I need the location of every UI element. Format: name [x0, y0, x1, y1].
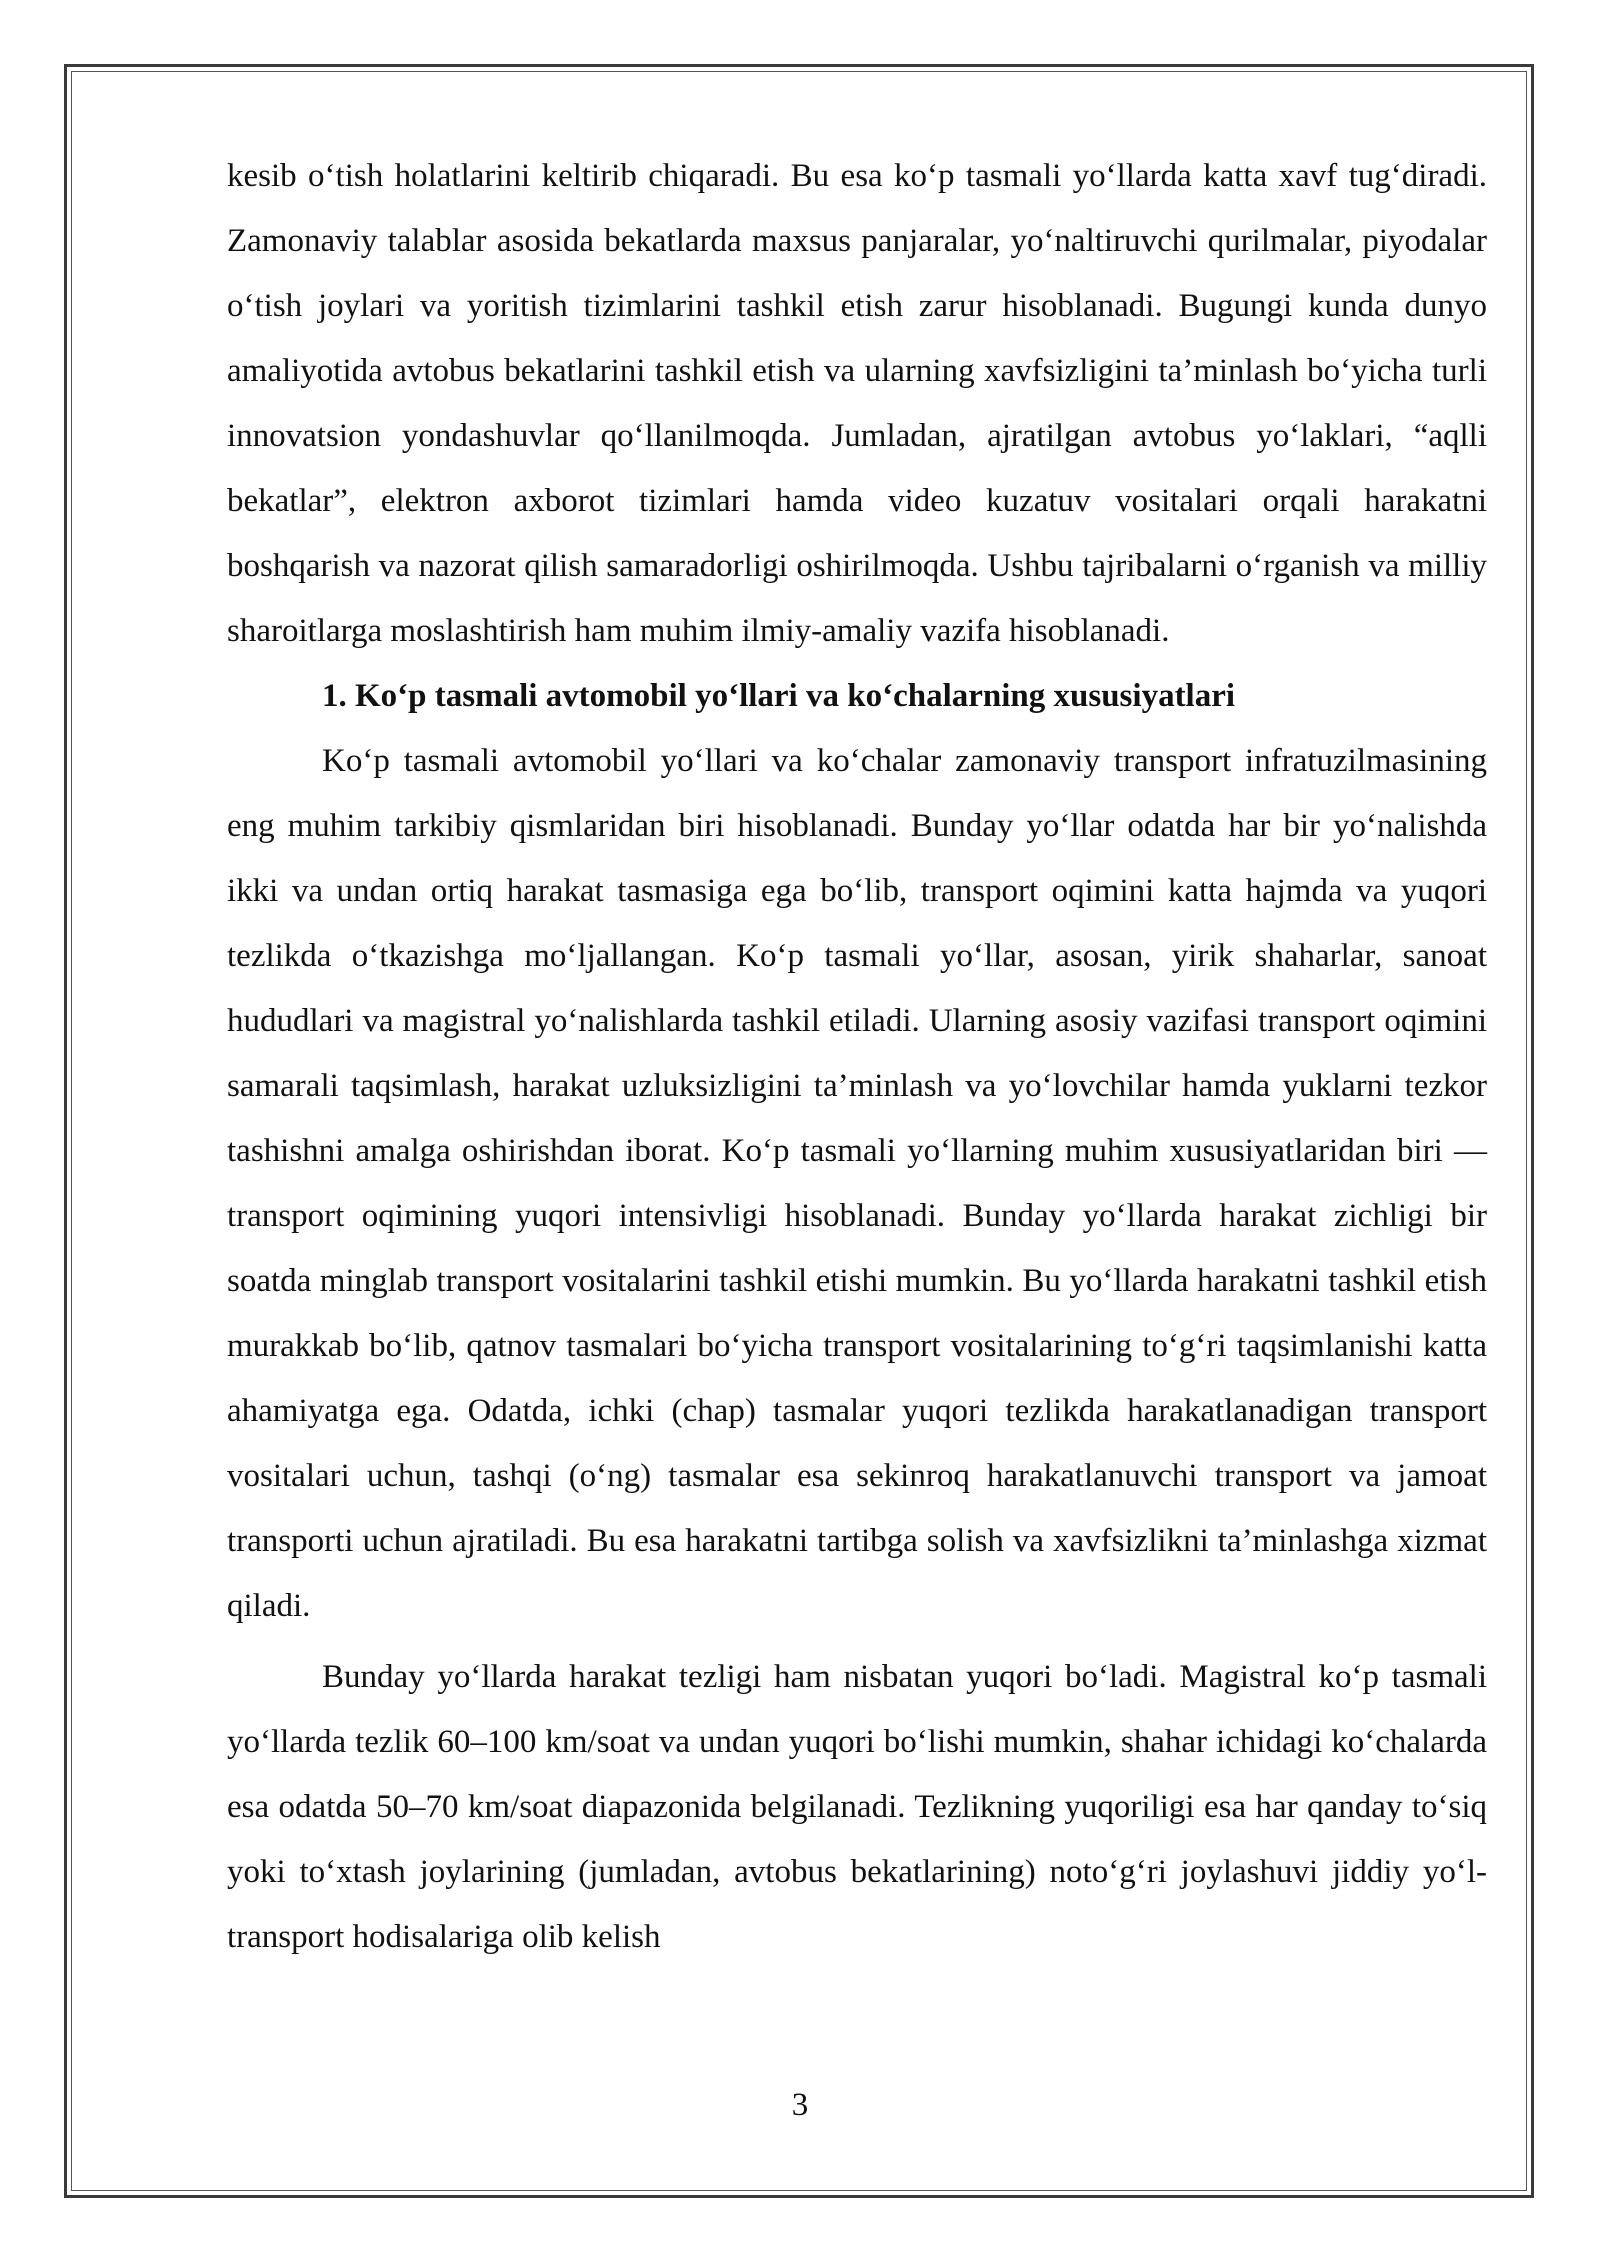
paragraph-section-intro: Ko‘p tasmali avtomobil yo‘llari va ko‘chalar zamonaviy transport infratuzilmasining eng muhim tarkibiy qismlaridan biri hisoblanadi. Bunday yo‘llar odatda har bir yo‘nalishda ikki va undan ortiq harakat tasmasiga ega bo‘lib, transport oqimini katta hajmda va yuqori tezlikda o‘tkazishga mo‘ljallangan. Ko‘p tasmali yo‘llar, asosan, yirik shaharlar, sanoat hududlari va magistral yo‘nalishlarda tashkil etiladi. Ularning asosiy vazifasi transport oqimini samarali taqsimlash, harakat uzluksizligini ta’minlash va yo‘lovchilar hamda yuklarni tezkor tashishni amalga oshirishdan iborat. Ko‘p tasmali yo‘llarning muhim xususiyatlaridan biri — transport oqimining yuqori intensivligi hisoblanadi. Bunday yo‘llarda harakat zichligi bir soatda minglab transport vositalarini tashkil etishi mumkin. Bu yo‘llarda harakatni tashkil etish murakkab bo‘lib, qatnov tasmalari bo‘yicha transport vositalarining to‘g‘ri taqsimlanishi katta ahamiyatga ega. Odatda, ichki (chap) tasmalar yuqori tezlikda harakatlanadigan transport vositalari uchun, tashqi (o‘ng) tasmalar esa sekinroq harakatlanuvchi transport va jamoat transporti uchun ajratiladi. Bu esa harakatni tartibga solish va xavfsizlikni ta’minlashga xizmat qiladi.	[227, 743, 1487, 1624]
paragraph-speed: Bunday yo‘llarda harakat tezligi ham nisbatan yuqori bo‘ladi. Magistral ko‘p tasmali yo‘llarda tezlik 60–100 km/soat va undan yuqori bo‘lishi mumkin, shahar ichidagi ko‘chalarda esa odatda 50–70 km/soat diapazonida belgilanadi. Tezlikning yuqoriligi esa har qanday to‘siq yoki to‘xtash joylarining (jumladan, avtobus bekatlarining) noto‘g‘ri joylashuvi jiddiy yo‘l-transport hodisalariga olib kelish	[227, 1659, 1487, 1955]
paragraph-continued: kesib o‘tish holatlarini keltirib chiqaradi. Bu esa ko‘p tasmali yo‘llarda katta xavf tug‘diradi. Zamonaviy talablar asosida bekatlarda maxsus panjaralar, yo‘naltiruvchi qurilmalar, piyodalar o‘tish joylari va yoritish tizimlarini tashkil etish zarur hisoblanadi. Bugungi kunda dunyo amaliyotida avtobus bekatlarini tashkil etish va ularning xavfsizligini ta’minlash bo‘yicha turli innovatsion yondashuvlar qo‘llanilmoqda. Jumladan, ajratilgan avtobus yo‘laklari, “aqlli bekatlar”, elektron axborot tizimlari hamda video kuzatuv vositalari orqali harakatni boshqarish va nazorat qilish samaradorligi oshirilmoqda. Ushbu tajribalarni o‘rganish va milliy sharoitlarga moslashtirish ham muhim ilmiy-amaliy vazifa hisoblanadi.	[227, 158, 1487, 649]
section-heading: 1. Ko‘p tasmali avtomobil yo‘llari va ko‘chalarning xususiyatlari	[322, 678, 1236, 714]
page-content	[227, 144, 1487, 1970]
page-number: 3	[791, 2087, 809, 2123]
